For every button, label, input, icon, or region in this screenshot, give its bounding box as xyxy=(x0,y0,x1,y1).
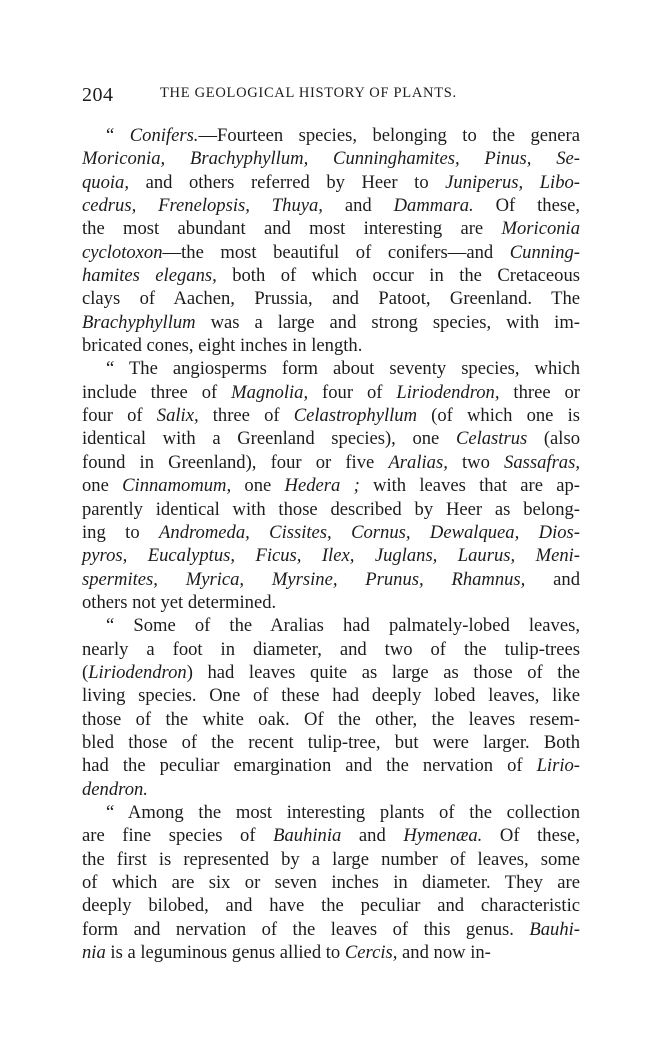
paragraph xyxy=(82,801,580,964)
italic-text: Moriconia, Brachyphyllum, Cunninghamites, Pinus, Se- xyxy=(82,148,580,170)
roman-text: (also xyxy=(527,428,581,450)
roman-text: include three of xyxy=(82,381,232,403)
italic-text: Brachyphyllum xyxy=(82,311,196,333)
roman-text: and xyxy=(322,195,394,217)
roman-text: those of the white oak. Of the other, the leaves resem- xyxy=(82,708,580,730)
text-line xyxy=(82,638,580,661)
roman-text: parently identical with those described by Heer as belong- xyxy=(82,498,580,520)
italic-text: Liriodendron, xyxy=(396,381,500,403)
roman-text: the most abundant and most interesting are xyxy=(82,218,502,240)
roman-text: two xyxy=(447,451,505,473)
italic-text: Moriconia xyxy=(501,218,580,240)
text-line xyxy=(82,824,580,847)
roman-text: —Fourteen species, belonging to the genera xyxy=(198,125,580,146)
italic-text: Hedera ; xyxy=(284,475,360,497)
roman-text: both of which occur in the Cretaceous xyxy=(216,265,580,287)
paragraph xyxy=(82,124,580,357)
text-line xyxy=(82,311,580,334)
italic-text: Bauhi- xyxy=(529,918,580,940)
roman-text: “ xyxy=(106,125,130,146)
text-line xyxy=(82,264,580,287)
roman-text: and others referred by Heer to xyxy=(129,171,446,193)
roman-text: “ Some of the Aralias had palmately-lobed leaves, xyxy=(106,615,580,637)
roman-text: and xyxy=(525,568,580,590)
text-line xyxy=(82,941,580,964)
roman-text: form and nervation of the leaves of this genus. xyxy=(82,918,530,940)
text-line xyxy=(82,614,580,637)
roman-text: living species. One of these had deeply lobed leaves, like xyxy=(82,685,580,707)
italic-text: Dammara. xyxy=(393,195,474,217)
italic-text: spermites, Myrica, Myrsine, Prunus, Rhamnus, xyxy=(82,568,526,590)
text-line xyxy=(82,451,580,474)
roman-text: one xyxy=(82,475,123,497)
italic-text: Celastrophyllum xyxy=(293,405,417,427)
text-line xyxy=(82,147,580,170)
italic-text: cyclotoxon xyxy=(82,241,163,263)
roman-text: one xyxy=(231,475,285,497)
text-line xyxy=(82,544,580,567)
roman-text: and now in- xyxy=(397,942,491,964)
text-line xyxy=(82,381,580,404)
italic-text: quoia, xyxy=(82,171,130,193)
italic-text: Andromeda, Cissites, Cornus, Dewalquea, Dios- xyxy=(159,521,580,543)
italic-text: cedrus, Frenelopsis, Thuya, xyxy=(82,195,323,217)
italic-text: Magnolia, xyxy=(231,381,309,403)
text-line xyxy=(82,894,580,917)
text-line xyxy=(82,498,580,521)
text-line xyxy=(82,404,580,427)
roman-text: three of xyxy=(198,405,294,427)
roman-text: Of these, xyxy=(482,825,580,847)
text-line xyxy=(82,754,580,777)
italic-text: Conifers. xyxy=(129,125,199,146)
text-line xyxy=(82,684,580,707)
text-line xyxy=(82,568,580,591)
italic-text: Sassafras, xyxy=(504,451,580,473)
text-line xyxy=(82,357,580,380)
italic-text: Hymenæa. xyxy=(403,825,483,847)
text-line xyxy=(82,591,580,614)
text-line xyxy=(82,241,580,264)
text-line xyxy=(82,474,580,497)
italic-text: dendron. xyxy=(82,778,148,800)
roman-text: deeply bilobed, and have the peculiar and characteristic xyxy=(82,895,580,917)
paragraph xyxy=(82,357,580,614)
italic-text: Salix, xyxy=(156,405,199,427)
roman-text: “ Among the most interesting plants of the collection xyxy=(106,801,580,823)
italic-text: pyros, Eucalyptus, Ficus, Ilex, Juglans, Laurus, Meni- xyxy=(82,545,580,567)
text-line xyxy=(82,778,580,801)
text-line xyxy=(82,731,580,754)
text-line xyxy=(82,871,580,894)
text-line xyxy=(82,217,580,240)
body-text xyxy=(82,124,580,964)
roman-text: had the peculiar emargination and the nervation of xyxy=(82,755,537,777)
roman-text: four of xyxy=(308,381,397,403)
roman-text: nearly a foot in diameter, and two of the tulip-trees xyxy=(82,638,580,660)
italic-text: Bauhinia xyxy=(273,825,342,847)
text-line xyxy=(82,124,580,147)
roman-text: ( xyxy=(82,661,89,683)
text-line xyxy=(82,521,580,544)
italic-text: Cunning- xyxy=(509,241,580,263)
roman-text: of which are six or seven inches in diameter. They are xyxy=(82,872,580,893)
roman-text: —the most beautiful of conifers—and xyxy=(162,241,510,263)
italic-text: nia xyxy=(82,942,106,964)
italic-text: Liriodendron xyxy=(88,661,187,683)
roman-text: is a leguminous genus allied to xyxy=(105,942,345,964)
text-line xyxy=(82,848,580,871)
roman-text: and xyxy=(341,825,404,847)
roman-text: ) had leaves quite as large as those of the xyxy=(186,661,580,683)
italic-text: Cinnamomum, xyxy=(122,475,232,497)
roman-text: was a large and strong species, with im- xyxy=(195,311,580,333)
text-line xyxy=(82,918,580,941)
roman-text: are fine species of xyxy=(82,825,274,847)
italic-text: Juniperus, Libo- xyxy=(445,171,580,193)
roman-text: others not yet determined. xyxy=(82,591,277,613)
italic-text: hamites elegans, xyxy=(82,265,217,287)
roman-text: four of xyxy=(82,405,157,427)
roman-text: “ The angiosperms form about seventy species, which xyxy=(106,358,580,380)
roman-text: Of these, xyxy=(473,195,580,217)
text-line xyxy=(82,334,580,357)
text-line xyxy=(82,708,580,731)
page-number: 204 xyxy=(82,84,114,106)
italic-text: Cercis, xyxy=(344,942,398,964)
roman-text: ing to xyxy=(82,521,160,543)
paragraph xyxy=(82,614,580,801)
roman-text: identical with a Greenland species), one xyxy=(82,428,456,450)
text-line xyxy=(82,287,580,310)
text-line xyxy=(82,661,580,684)
italic-text: Celastrus xyxy=(455,428,528,450)
page-header xyxy=(82,80,582,110)
roman-text: three or xyxy=(499,381,580,403)
text-line xyxy=(82,427,580,450)
roman-text: found in Greenland), four or five xyxy=(82,451,389,473)
italic-text: Aralias, xyxy=(388,451,448,473)
text-line xyxy=(82,171,580,194)
roman-text: bled those of the recent tulip-tree, but were larger. Both xyxy=(82,731,580,753)
roman-text: (of which one is xyxy=(417,405,580,427)
italic-text: Lirio- xyxy=(536,755,580,777)
roman-text: clays of Aachen, Prussia, and Patoot, Greenland. The xyxy=(82,288,580,310)
running-title: THE GEOLOGICAL HISTORY OF PLANTS. xyxy=(160,85,457,101)
roman-text: with leaves that are ap- xyxy=(359,475,580,497)
text-line xyxy=(82,801,580,824)
text-line xyxy=(82,194,580,217)
roman-text: the first is represented by a large number of leaves, some xyxy=(82,848,580,870)
roman-text: bricated cones, eight inches in length. xyxy=(82,335,363,357)
